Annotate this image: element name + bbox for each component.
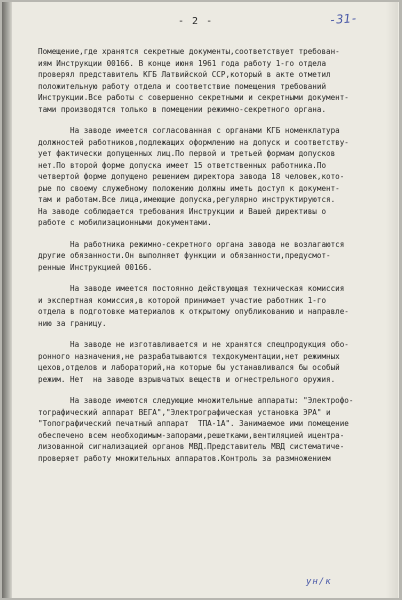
text-line: ронного назначения,не разрабатываются техдокументации,нет режимных: [38, 351, 340, 361]
text-line: положительную работу отдела и соответствие помещения требований: [38, 81, 327, 91]
text-line: цехов,отделов и лабораторий,на которые бы устанавливался бы особый: [38, 363, 340, 372]
page-edge-shadow: [386, 2, 398, 598]
document-page: [2, 2, 399, 598]
text-line: нет.По второй форме допуска имеет 15 ответственных работника.По: [38, 160, 327, 170]
text-line: четвертой форме допущено решением директора завода 18 человек,кото-: [38, 172, 345, 181]
paragraph: [38, 239, 383, 274]
binding-edge: [2, 2, 12, 598]
text-line: Помещение,где хранятся секретные документы,соответствует требован-: [38, 47, 340, 56]
text-line: ренные Инструкцией 00166.: [38, 262, 153, 272]
paragraph: [38, 395, 383, 464]
text-line: режим. Нет на заводе взрывчатых веществ и огнестрельного оружия.: [38, 374, 336, 384]
text-line: "Топографический печатный аппарат ТПА-1А". Занимаемое ими помещение: [38, 419, 349, 428]
text-line: и экспертная комиссия,в которой принимает участие работник 1-го: [38, 295, 327, 305]
text-line: тографический аппарат ВЕГА","Электрографическая установка ЭРА" и: [38, 407, 331, 417]
page-number: - 2 -: [178, 16, 214, 27]
paragraph: [38, 46, 383, 115]
text-line: На работника режимно-секретного органа завода не возлагаются: [38, 239, 345, 249]
paragraph: [38, 283, 383, 329]
text-line: обеспечено всем необходимым-запорами,решетками,вентиляцией ицентра-: [38, 430, 345, 440]
text-line: другие обязанности.Он выполняет функции и обязанности,предусмот-: [38, 251, 331, 260]
text-line: там и работам.Все лица,имеющие допуска,регулярно инструктируются.: [38, 195, 336, 204]
text-line: работе с мобилизационными документами.: [38, 218, 212, 227]
archive-number-handwritten: -31-: [328, 11, 359, 27]
text-line: Инструкции.Все работы с совершенно секретными и секретными документ-: [38, 93, 349, 102]
text-line: иям Инструкции 00166. В конце июня 1961 года работу 1-го отдела: [38, 58, 327, 68]
text-line: лизованной сигнализацией органов МВД.Представитель МВД систематиче-: [38, 442, 345, 451]
text-line: На заводе имеется согласованная с органами КГБ номенклатура: [38, 126, 340, 135]
text-line: На заводе не изготавливается и не хранятся спецпродукция обо-: [38, 340, 349, 349]
document-body: [38, 36, 383, 464]
paragraph: [38, 125, 383, 229]
text-line: нию за границу.: [38, 318, 107, 328]
text-line: отдела в подготовке материалов к открытому опубликованию и направле-: [38, 307, 349, 316]
text-line: На заводе имеется постоянно действующая техническая комиссия: [38, 284, 345, 293]
text-line: проверял представитель КГБ Латвийской ССР,который в акте отметил: [38, 70, 331, 79]
text-line: ует фактически допущенных лиц.По первой и третьей формам допусков: [38, 149, 336, 158]
handwritten-signature: ун/к: [306, 577, 332, 587]
text-line: На заводе соблюдается требования Инструкции и Вашей директивы о: [38, 206, 327, 216]
text-line: На заводе имеются следующие множительные аппараты: "Электрофо-: [38, 396, 354, 405]
paragraph: [38, 339, 383, 385]
text-line: рые по своему служебному положению должны иметь доступ к документ-: [38, 183, 340, 193]
text-line: должностей работников,подлежащих оформлению на допуск и соответству-: [38, 137, 349, 147]
text-line: проверяет работу множительных аппаратов.Контроль за размножением: [38, 453, 331, 463]
text-line: тами производятся только в помещении режимно-секретного органа.: [38, 104, 327, 114]
